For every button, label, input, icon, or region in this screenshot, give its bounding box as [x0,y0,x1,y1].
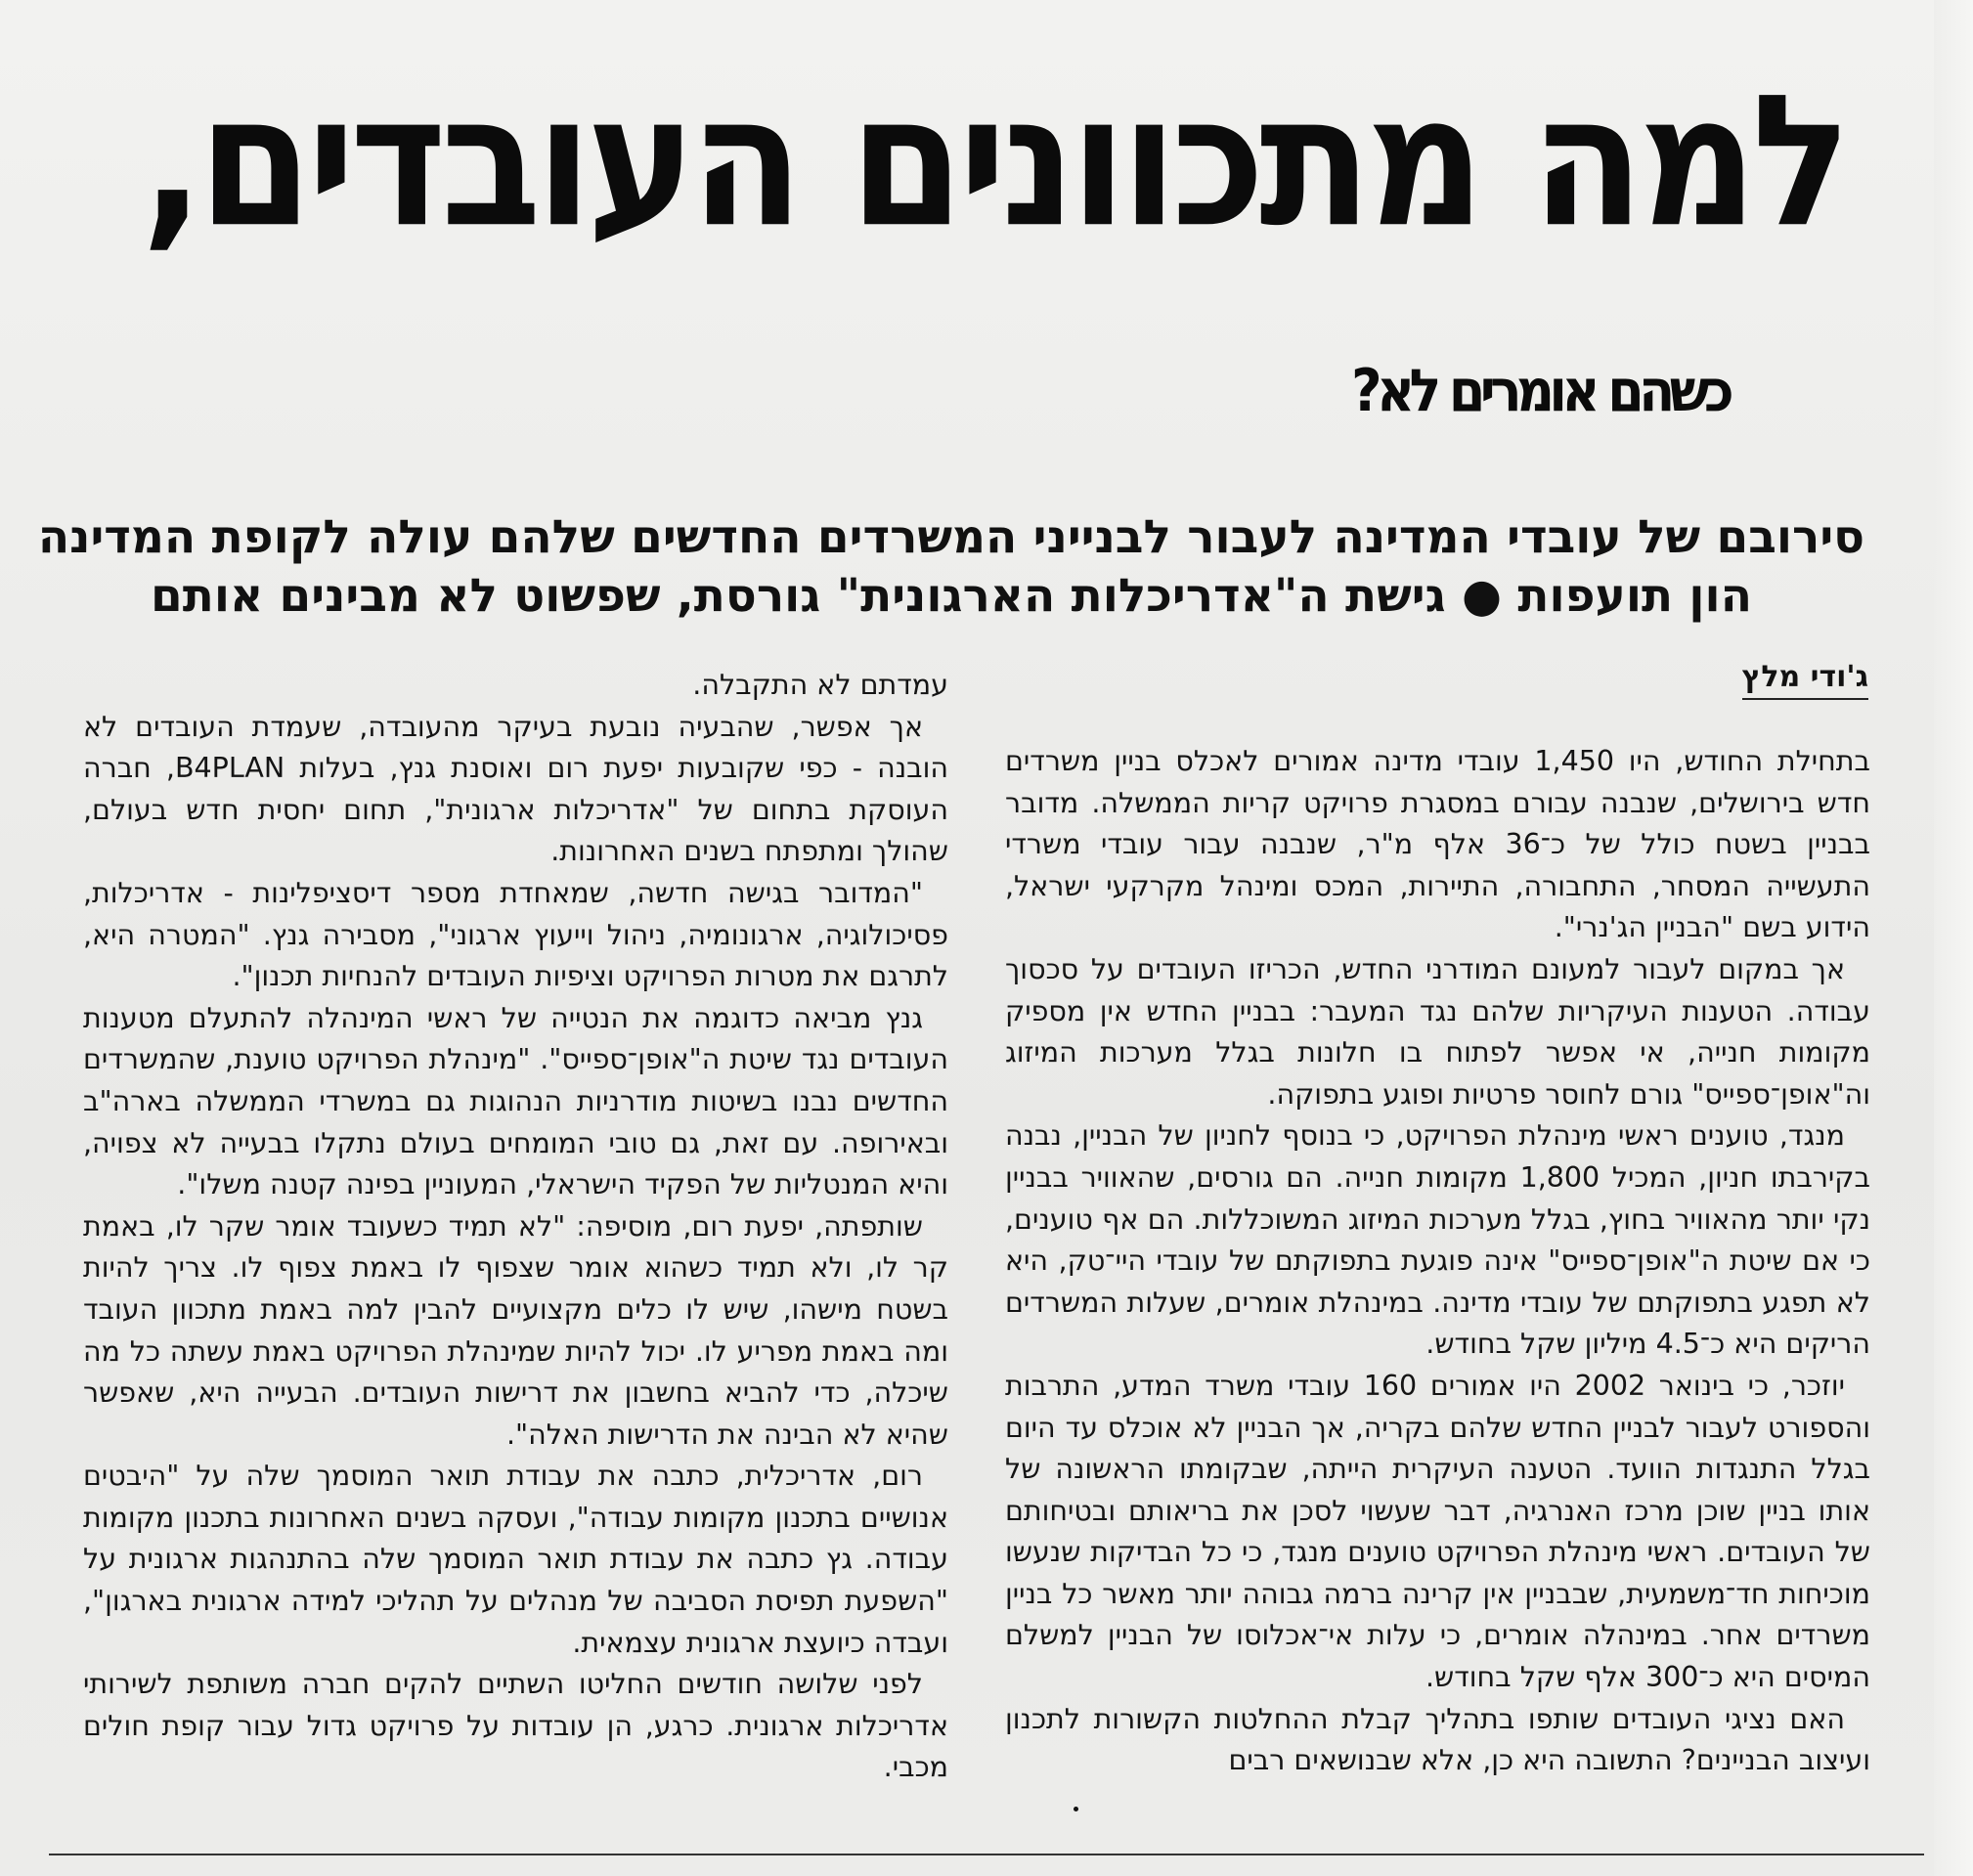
page-edge [1934,0,1973,1876]
paragraph: לפני שלושה חודשים החליטו השתיים להקים חברה משותפת לשירותי אדריכלות ארגונית. כרגע, הן עובדות על פרויקט גדול עבור קופת חולים מכבי. [83,1668,948,1784]
article-column-right [1005,741,1870,1782]
paragraph: עמדתם לא התקבלה. [692,669,948,701]
paragraph: בתחילת החודש, היו 1,450 עובדי מדינה אמורים לאכלס בניין משרדים חדש בירושלים, שנבנה עבורם במסגרת פרויקט קריות הממשלה. מדובר בבניין בשטח כולל של כ־36 אלף מ"ר, שנבנה עבור עובדי משרדי התעשייה המסחר, התחבורה, התיירות, המכס ומינהל מקרקעי ישראל, הידוע בשם "הבניין הג'נרי". [1005,745,1870,944]
paragraph: גנץ מביאה כדוגמה את הנטייה של ראשי המינהלה להתעלם מטענות העובדים נגד שיטת ה"אופן־ספייס". "מינהלת הפרויקט טוענת, שהמשרדים החדשים נבנו בשיטות מודרניות הנהוגות גם במשרדי הממשלה בארה"ב ובאירופה. עם זאת, גם טובי המומחים בעולם נתקלו בבעייה לא צפויה, והיא המנטליות של הפקיד הישראלי, המעוניין בפינה קטנה משלו". [83,1001,948,1201]
article-column-left [83,665,948,1789]
paragraph: מנגד, טוענים ראשי מינהלת הפרויקט, כי בנוסף לחניון של הבניין, נבנה בקירבתו חניון, המכיל 1,800 מקומות חנייה. הם גורסים, שהאוויר בבניין נקי יותר מהאוויר בחוץ, בגלל מערכות המיזוג המשוכללות. הם אף טוענים, כי אם שיטת ה"אופן־ספייס" אינה פוגעת בתפוקתם של עובדי היי־טק, היא לא תפגע בתפוקתם של עובדי מדינה. במינהלת אומרים, שעלות המשרדים הריקים היא כ־4.5 מיליון שקל בחודש. [1005,1119,1870,1361]
paragraph: רום, אדריכלית, כתבה את עבודת תואר המוסמך שלה על "היבטים אנושיים בתכנון מקומות עבודה", ועסקה בשנים האחרונות בתכנון מקומות עבודה. גץ כתבה את עבודת תואר המוסמך שלה בהתנהגות ארגונית על "השפעת תפיסת הסביבה של מנהלים על תהליכי למידה ארגונית בארגון", ועבדה כיועצת ארגונית עצמאית. [83,1460,948,1659]
subheadline: סירובם של עובדי המדינה לעבור לבנייני המשרדים החדשים שלהם עולה לקופת המדינה הון תועפות ● גישת ה"אדריכלות הארגונית" גורסת, שפשוט לא מבינים אותם [37,510,1865,623]
continuation-dot [1074,1807,1078,1811]
paragraph: האם נציגי העובדים שותפו בתהליך קבלת ההחלטות הקשורות לתכנון ועיצוב הבניינים? התשובה היא כן, אלא שבנושאים רבים [1005,1702,1870,1777]
paragraph: אך במקום לעבור למעונם המודרני החדש, הכריזו העובדים על סכסוך עבודה. הטענות העיקריות שלהם נגד המעבר: בבניין החדש אין מספיק מקומות חנייה, אי אפשר לפתוח בו חלונות בגלל מערכות המיזוג וה"אופן־ספייס" גורם לחוסר פרטיות ופוגע בתפוקה. [1005,952,1870,1111]
byline: ג'ודי מלץ [1742,660,1869,700]
paragraph: שותפתה, יפעת רום, מוסיפה: "לא תמיד כשעובד אומר שקר לו, באמת קר לו, ולא תמיד כשהוא אומר שצפוף לו באמת צפוף לו. צריך להיות בשטח מישהו, שיש לו כלים מקצועיים להבין למה באמת מתכוון העובד ומה באמת מפריע לו. יכול להיות שמינהלת הפרויקט באמת עשתה כל מה שיכלה, כדי להביא בחשבון את דרישות העובדים. הבעייה היא, שאפשר שהיא לא הבינה את הדרישות האלה". [83,1209,948,1451]
headline-line-2: כשהם אומרים לא? [1351,357,1729,425]
headline-line-1: למה מתכוונים העובדים, [141,56,1846,268]
bottom-rule [49,1854,1924,1855]
paragraph: "המדובר בגישה חדשה, שמאחדת מספר דיסציפלינות - אדריכלות, פסיכולוגיה, ארגונומיה, ניהול וייעוץ ארגוני", מסבירה גנץ. "המטרה היא, לתרגם את מטרות הפרויקט וציפיות העובדים להנחיות תכנון". [83,876,948,993]
paragraph: יוזכר, כי בינואר 2002 היו אמורים 160 עובדי משרד המדע, התרבות והספורט לעבור לבניין החדש שלהם בקריה, אך הבניין לא אוכלס עד היום בגלל התנגדות הוועד. הטענה העיקרית הייתה, שבקומתו הראשונה של אותו בניין שוכן מרכז האנרגיה, דבר שעשוי לסכן את בריאותם ובטיחותם של העובדים. ראשי מינהלת הפרויקט טוענים מנגד, כי כל הבדיקות שנעשו מוכיחות חד־משמעית, שבבניין אין קרינה ברמה גבוהה יותר מאשר כל בניין משרדים אחר. במינהלה אומרים, כי עלות אי־אכלוסו של הבניין למשלם המיסים היא כ־300 אלף שקל בחודש. [1005,1369,1870,1694]
paragraph: אך אפשר, שהבעיה נובעת בעיקר מהעובדה, שעמדת העובדים לא הובנה - כפי שקובעות יפעת רום ואוסנת גנץ, בעלות B4PLAN, חברה העוסקת בתחום של "אדריכלות ארגונית", תחום יחסית חדש בעולם, שהולך ומתפתח בשנים האחרונות. [83,710,948,868]
